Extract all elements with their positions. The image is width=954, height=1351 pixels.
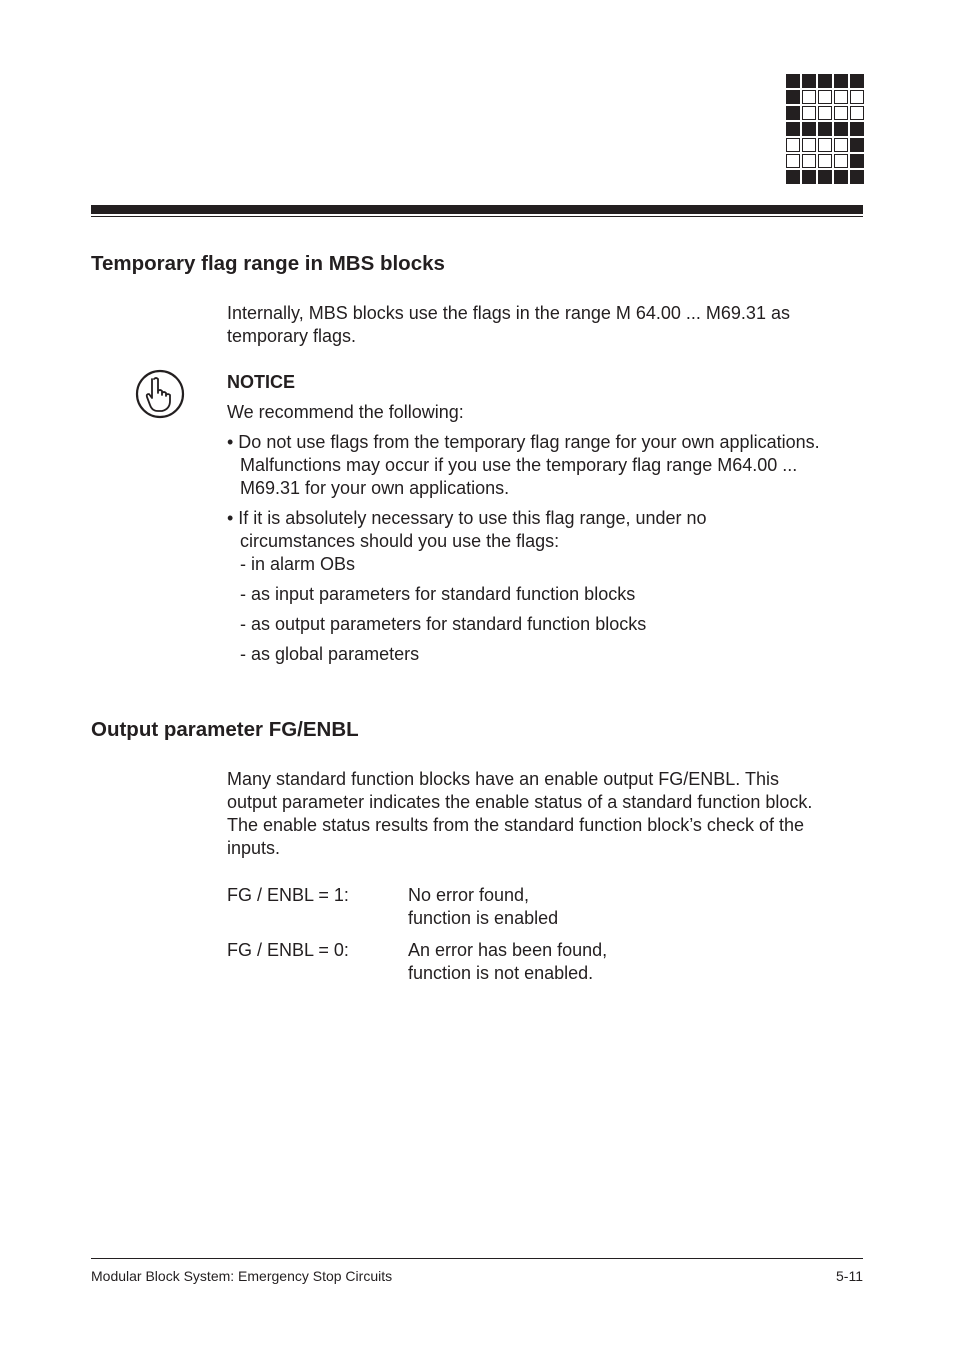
section-heading-output-parameter: Output parameter FG/ENBL xyxy=(91,718,359,741)
logo-cell xyxy=(786,170,800,184)
definition-desc: function is not enabled. xyxy=(408,963,594,983)
logo-cell xyxy=(802,138,816,152)
sub-item: - as global parameters xyxy=(240,644,420,664)
logo-cell xyxy=(802,170,816,184)
logo-cell xyxy=(786,74,800,88)
bullet-item-1 xyxy=(227,431,867,500)
sub-item: - in alarm OBs xyxy=(240,554,356,574)
logo-cell xyxy=(786,122,800,136)
logo-cell xyxy=(818,90,832,104)
sub-item: - as output parameters for standard function blocks xyxy=(240,614,647,634)
logo-cell xyxy=(802,74,816,88)
logo-cell xyxy=(802,106,816,120)
logo-cell xyxy=(850,106,864,120)
paragraph-line: The enable status results from the standard function block’s check of the xyxy=(227,815,804,835)
bullet-2-line-2: circumstances should you use the flags: xyxy=(240,531,560,551)
bullet-2-line-1: • If it is absolutely necessary to use this flag range, under no xyxy=(227,508,707,528)
logo-cell xyxy=(834,122,848,136)
definition-desc: function is enabled xyxy=(408,908,559,928)
paragraph-line: inputs. xyxy=(227,838,281,858)
logo-cell xyxy=(818,138,832,152)
page-number: 5-11 xyxy=(836,1268,863,1284)
recommend-text: We recommend the following: xyxy=(227,402,464,422)
logo-cell xyxy=(834,170,848,184)
pointing-hand-icon xyxy=(135,369,185,419)
footer-rule xyxy=(91,1258,863,1259)
logo-cell xyxy=(850,74,864,88)
logo-cell xyxy=(786,90,800,104)
intro-line-1: Internally, MBS blocks use the flags in the range M 64.00 ... M69.31 as xyxy=(227,303,790,323)
logo-cell xyxy=(850,90,864,104)
logo-cell xyxy=(850,170,864,184)
bullet-1-line-3: M69.31 for your own applications. xyxy=(240,478,510,498)
header-rule-thin xyxy=(91,216,863,217)
section-heading-temporary-flags: Temporary flag range in MBS blocks xyxy=(91,252,445,275)
logo-cell xyxy=(818,170,832,184)
chapter-logo-grid xyxy=(786,74,864,183)
logo-cell xyxy=(818,106,832,120)
logo-cell xyxy=(802,122,816,136)
logo-cell xyxy=(834,74,848,88)
logo-cell xyxy=(818,122,832,136)
definition-term: FG / ENBL = 0: xyxy=(227,940,349,960)
logo-cell xyxy=(786,154,800,168)
logo-cell xyxy=(834,138,848,152)
logo-cell xyxy=(850,122,864,136)
logo-cell xyxy=(786,106,800,120)
bullet-1-line-2: Malfunctions may occur if you use the temporary flag range M64.00 ... xyxy=(240,455,798,475)
sub-item: - as input parameters for standard function blocks xyxy=(240,584,636,604)
header-rule-thick xyxy=(91,205,863,214)
definition-desc: No error found, xyxy=(408,885,530,905)
logo-cell xyxy=(786,138,800,152)
logo-cell xyxy=(850,138,864,152)
definition-desc: An error has been found, xyxy=(408,940,608,960)
logo-cell xyxy=(818,74,832,88)
logo-cell xyxy=(834,154,848,168)
logo-cell xyxy=(802,90,816,104)
bullet-item-2 xyxy=(227,507,867,553)
logo-cell xyxy=(834,106,848,120)
footer-title: Modular Block System: Emergency Stop Circuits xyxy=(91,1268,393,1284)
definition-term: FG / ENBL = 1: xyxy=(227,885,349,905)
logo-cell xyxy=(802,154,816,168)
intro-line-2: temporary flags. xyxy=(227,326,357,346)
bullet-1-line-1: • Do not use flags from the temporary flag range for your own applications. xyxy=(227,432,820,452)
paragraph-line: output parameter indicates the enable status of a standard function block. xyxy=(227,792,813,812)
logo-cell xyxy=(850,154,864,168)
logo-cell xyxy=(834,90,848,104)
notice-title: NOTICE xyxy=(227,372,296,392)
logo-cell xyxy=(818,154,832,168)
paragraph-line: Many standard function blocks have an enable output FG/ENBL. This xyxy=(227,769,779,789)
